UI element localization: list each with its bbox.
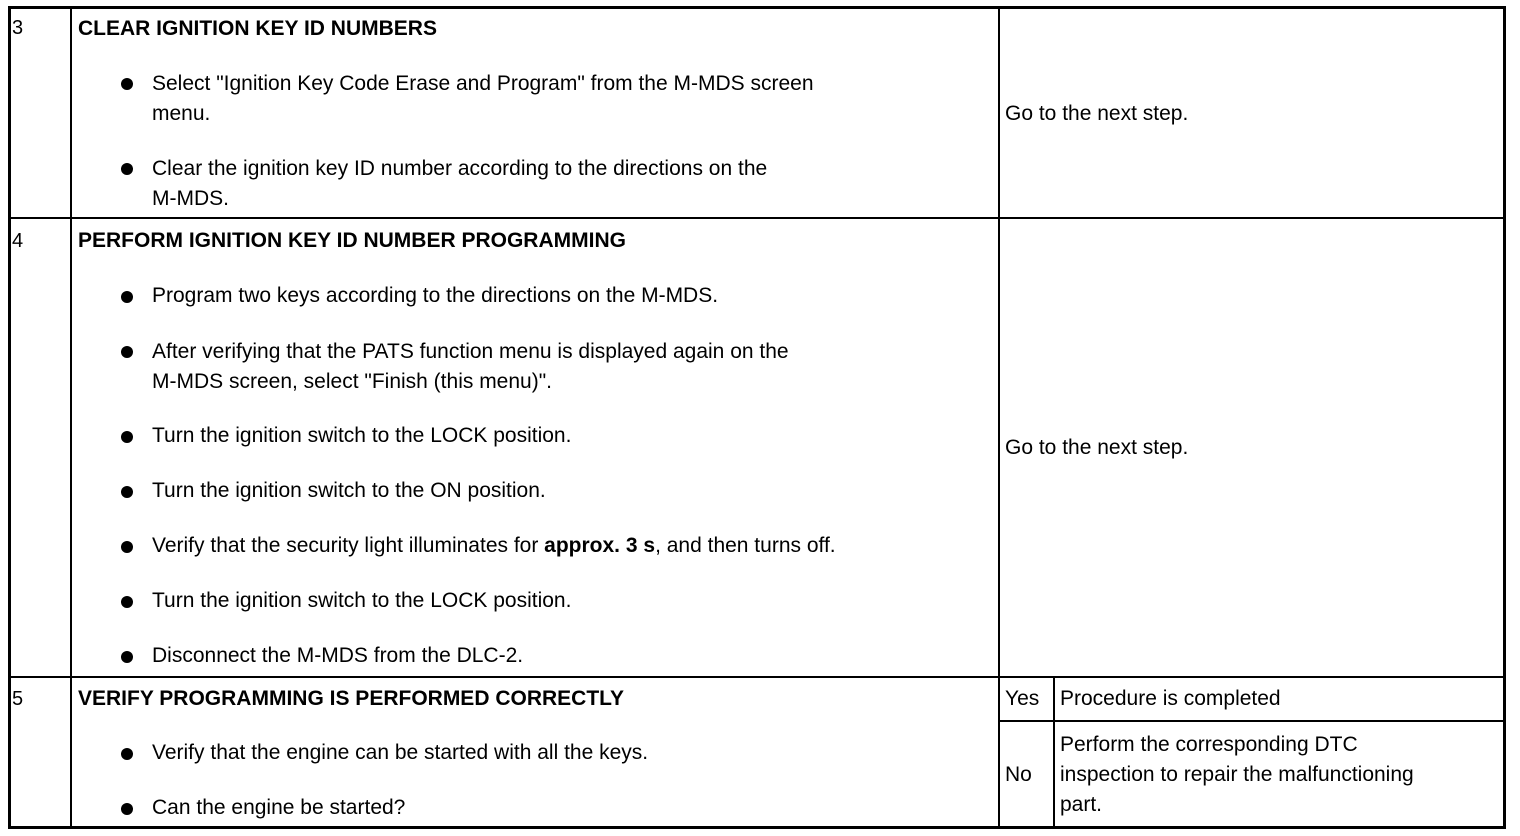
step-title: VERIFY PROGRAMMING IS PERFORMED CORRECTLY [78,687,625,710]
step-instruction: M-MDS. [152,187,229,210]
bullet-icon [121,346,133,358]
yes-label: Yes [1005,687,1040,710]
table-border-left [8,6,11,829]
step-instruction: Turn the ignition switch to the LOCK position. [152,424,572,447]
step-title: PERFORM IGNITION KEY ID NUMBER PROGRAMMING [78,229,626,252]
bullet-icon [121,486,133,498]
row-divider-yesno [998,720,1506,722]
step-action: Go to the next step. [1005,102,1189,125]
step-instruction: Turn the ignition switch to the LOCK position. [152,589,572,612]
step-action: Go to the next step. [1005,436,1189,459]
no-action-line: inspection to repair the malfunctioning [1060,763,1414,786]
col-divider-yesno [1053,677,1055,829]
step-instruction: Program two keys according to the directions on the M-MDS. [152,284,719,307]
bullet-icon [121,431,133,443]
step-instruction: Verify that the engine can be started with all the keys. [152,741,649,764]
col-divider-2 [998,6,1000,829]
no-action-line: part. [1060,793,1103,816]
bullet-icon [121,291,133,303]
instruction-text: Verify that the security light illuminates for [152,534,545,557]
no-action-line: Perform the corresponding DTC [1060,733,1358,756]
step-instruction: menu. [152,102,211,125]
step-instruction: After verifying that the PATS function menu is displayed again on the [152,340,789,363]
bullet-icon [121,803,133,815]
yes-action: Procedure is completed [1060,687,1281,710]
step-number: 4 [12,230,24,252]
table-border-top [8,6,1506,9]
col-divider-1 [70,6,72,829]
table-border-right [1503,6,1506,829]
bullet-icon [121,748,133,760]
step-instruction: Clear the ignition key ID number according to the directions on the [152,157,768,180]
bullet-icon [121,78,133,90]
step-instruction: Can the engine be started? [152,796,406,819]
bullet-icon [121,651,133,663]
step-instruction: Turn the ignition switch to the ON position. [152,479,546,502]
step-instruction: Select "Ignition Key Code Erase and Program" from the M-MDS screen [152,72,814,95]
instruction-text: , and then turns off. [655,534,836,557]
row-divider-1 [8,217,1506,219]
bullet-icon [121,163,133,175]
bullet-icon [121,596,133,608]
step-number: 5 [12,688,24,710]
instruction-emphasis: approx. 3 s [544,534,656,557]
row-divider-2 [8,676,1506,678]
step-number: 3 [12,17,24,39]
step-instruction [152,531,836,561]
table-border-bottom [8,826,1506,829]
bullet-icon [121,541,133,553]
step-title: CLEAR IGNITION KEY ID NUMBERS [78,17,437,40]
step-instruction: Disconnect the M-MDS from the DLC-2. [152,644,524,667]
no-label: No [1005,763,1032,786]
step-instruction: M-MDS screen, select "Finish (this menu)". [152,370,553,393]
